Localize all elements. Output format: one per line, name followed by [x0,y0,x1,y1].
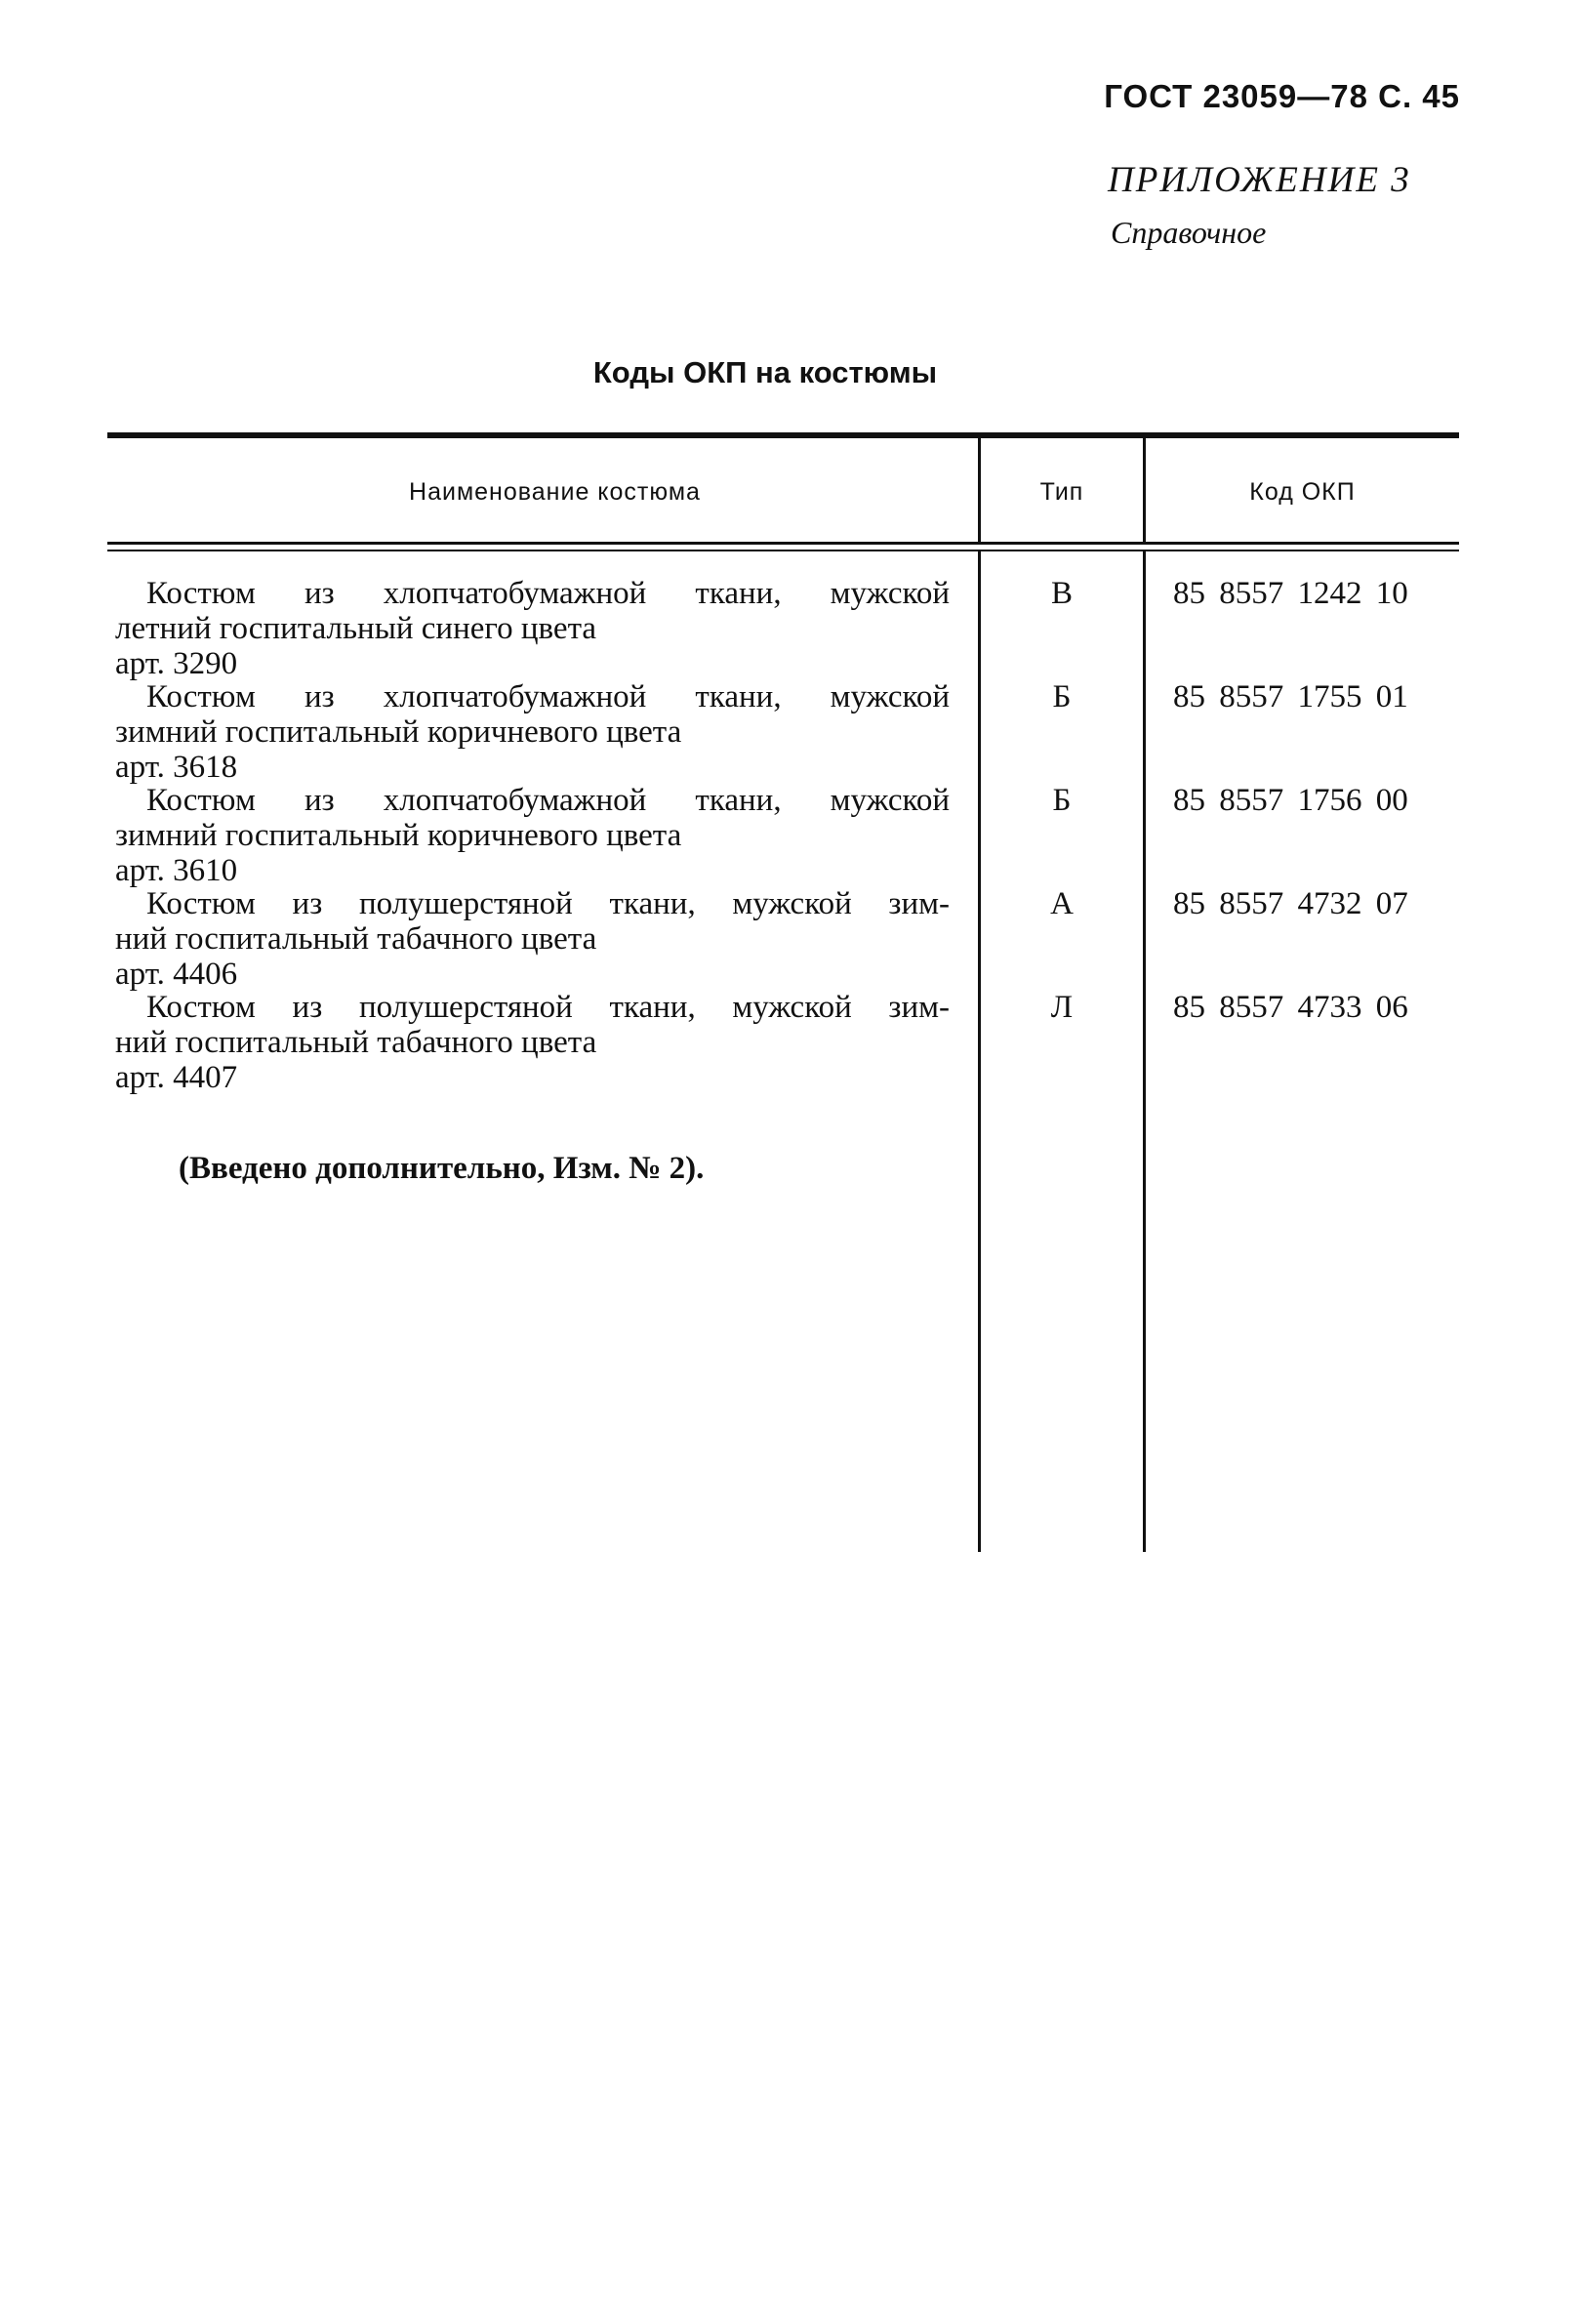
row-name-line: летний госпитальный синего цвета [115,611,597,646]
row-name [115,886,950,992]
row-name-line: Костюм из хлопчатобумажной ткани, мужской [146,576,950,611]
row-code: 85 8557 4732 07 [1173,886,1408,921]
row-name-line: арт. 4406 [115,957,238,992]
row-name-line: Костюм из полушерстяной ткани, мужской зим- [146,990,950,1025]
amendment-note: (Введено дополнительно, Изм. № 2). [179,1151,705,1186]
row-code: 85 8557 1242 10 [1173,576,1408,611]
row-name [115,679,950,785]
appendix-label: ПРИЛОЖЕНИЕ 3 [1108,160,1411,200]
header-type: Тип [1039,478,1084,506]
row-name-line: арт. 3290 [115,646,238,681]
row-name-line: зимний госпитальный коричневого цвета [115,714,682,750]
row-name-line: Костюм из хлопчатобумажной ткани, мужской [146,783,950,818]
table-title: Коды ОКП на костюмы [592,355,938,389]
row-name-line: ний госпитальный табачного цвета [115,921,597,957]
appendix-kind: Справочное [1111,215,1267,250]
header-code: Код ОКП [1249,478,1356,506]
row-name [115,783,950,888]
table-top-rule [107,432,1459,438]
page-header: ГОСТ 23059—78 С. 45 [1104,78,1460,114]
row-name-line: Костюм из хлопчатобумажной ткани, мужской [146,679,950,714]
row-name-line: ний госпитальный табачного цвета [115,1025,597,1060]
row-type: В [1050,576,1073,611]
table-header-rule [107,542,1459,545]
row-name [115,990,950,1095]
row-type: Б [1052,679,1072,714]
row-code: 85 8557 4733 06 [1173,990,1408,1025]
row-name [115,576,950,681]
row-name-line: арт. 4407 [115,1060,238,1095]
header-name: Наименование костюма [409,478,701,506]
row-name-line: зимний госпитальный коричневого цвета [115,818,682,853]
row-type: Б [1052,783,1072,818]
row-name-line: арт. 3618 [115,750,238,785]
row-type: А [1050,886,1074,921]
row-code: 85 8557 1756 00 [1173,783,1408,818]
column-divider-2-body [1143,551,1146,1552]
row-name-line: арт. 3610 [115,853,238,888]
row-name-line: Костюм из полушерстяной ткани, мужской зим- [146,886,950,921]
row-code: 85 8557 1755 01 [1173,679,1408,714]
row-type: Л [1050,990,1074,1025]
table-header-rule-2 [107,550,1459,551]
